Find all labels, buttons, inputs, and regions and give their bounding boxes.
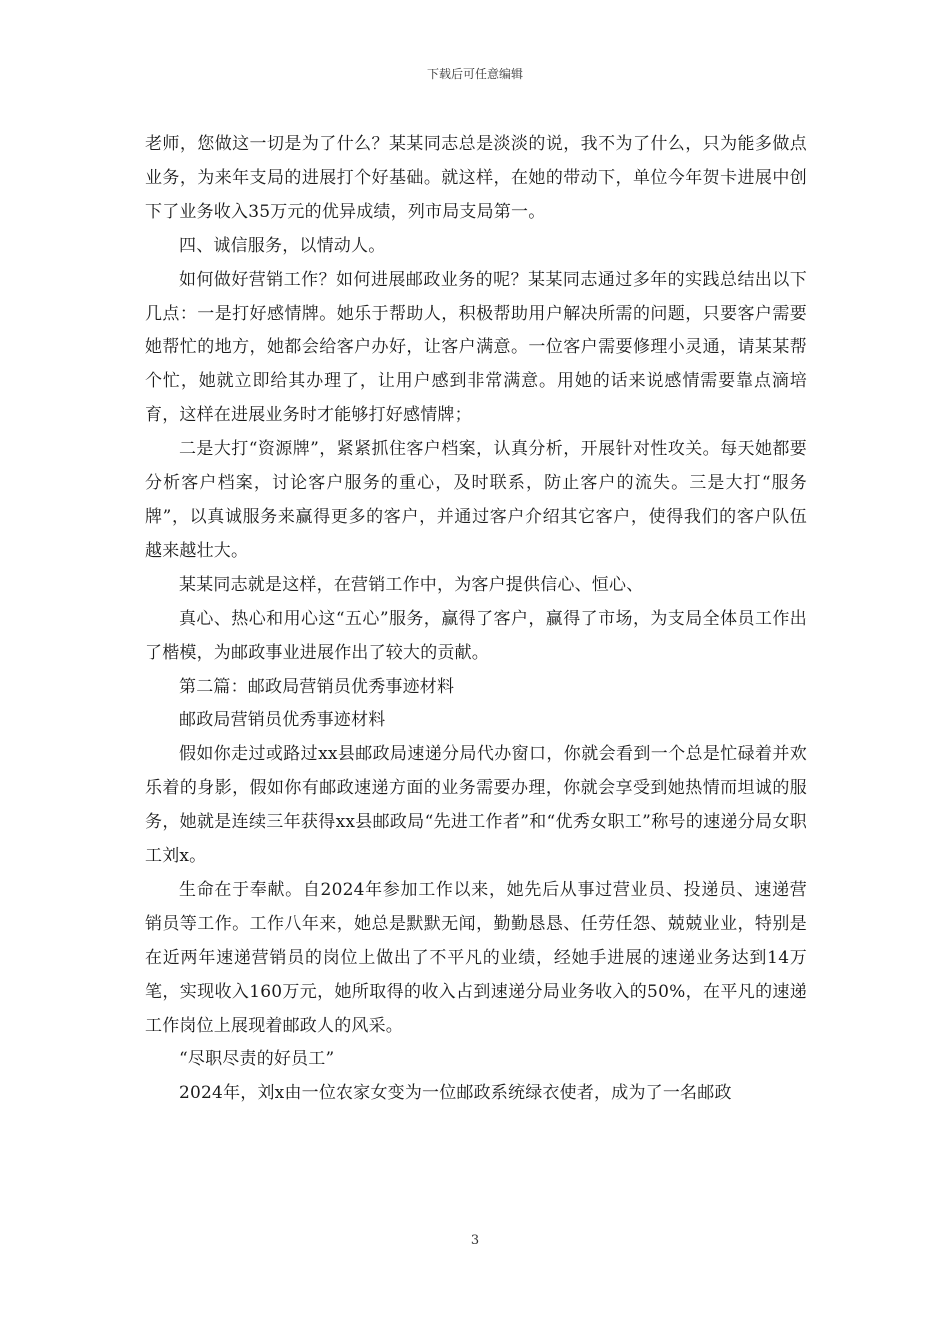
document-body <box>145 128 807 1111</box>
section-heading-2: 第二篇：邮政局营销员优秀事迹材料 <box>179 676 455 697</box>
paragraph-5: 某某同志就是这样，在营销工作中，为客户提供信心、恒心、 <box>179 574 644 595</box>
paragraph-4: 二是大打“资源牌”，紧紧抓住客户档案，认真分析，开展针对性攻关。每天她都要分析客户档案，讨论客户服务的重心，及时联系，防止客户的流失。三是大打“服务牌”，以真诚服务来赢得更多的客户，并通过客户介绍其它客户，使得我们的客户队伍越来越壮大。 <box>145 439 807 561</box>
paragraph-6: 真心、热心和用心这“五心”服务，赢得了客户，赢得了市场，为支局全体员工作出了楷模，为邮政事业进展作出了较大的贡献。 <box>145 608 807 663</box>
page-header: 下载后可任意编辑 <box>426 67 523 81</box>
page-number: 3 <box>470 1233 480 1248</box>
paragraph-3: 如何做好营销工作？如何进展邮政业务的呢？某某同志通过多年的实践总结出以下几点：一是打好感情牌。她乐于帮助人，积极帮助用户解决所需的问题，只要客户需要她帮忙的地方，她都会给客户办好，让客户满意。一位客户需要修理小灵通，请某某帮个忙，她就立即给其办理了，让用户感到非常满意。用她的话来说感情需要靠点滴培育，这样在进展业务时才能够打好感情牌； <box>145 269 807 426</box>
section-title: 邮政局营销员优秀事迹材料 <box>179 710 386 731</box>
paragraph-10: 生命在于奉献。自2024年参加工作以来，她先后从事过营业员、投递员、速递营销员等工作。工作八年来，她总是默默无闻，勤勤恳恳、任劳任怨、兢兢业业，特别是在近两年速递营销员的岗位上做出了不平凡的业绩，经她手进展的速递业务达到14万笔，实现收入160万元，她所取得的收入占到速递分局业务收入的50%，在平凡的速递工作岗位上展现着邮政人的风采。 <box>145 879 807 1036</box>
paragraph-1: 老师，您做这一切是为了什么？某某同志总是淡淡的说，我不为了什么，只为能多做点业务，为来年支局的进展打个好基础。就这样，在她的带动下，单位今年贺卡进展中创下了业务收入35万元的优异成绩，列市局支局第一。 <box>145 134 807 222</box>
paragraph-2: 四、诚信服务，以情动人。 <box>179 235 386 256</box>
paragraph-12: 2024年，刘x由一位农家女变为一位邮政系统绿衣使者，成为了一名邮政 <box>179 1083 732 1104</box>
paragraph-9: 假如你走过或路过xx县邮政局速递分局代办窗口，你就会看到一个总是忙碌着并欢乐着的身影，假如你有邮政速递方面的业务需要办理，你就会享受到她热情而坦诚的服务，她就是连续三年获得xx县邮政局“先进工作者”和“优秀女职工”称号的速递分局女职工刘x。 <box>145 744 807 867</box>
subheading: “尽职尽责的好员工” <box>179 1049 335 1070</box>
